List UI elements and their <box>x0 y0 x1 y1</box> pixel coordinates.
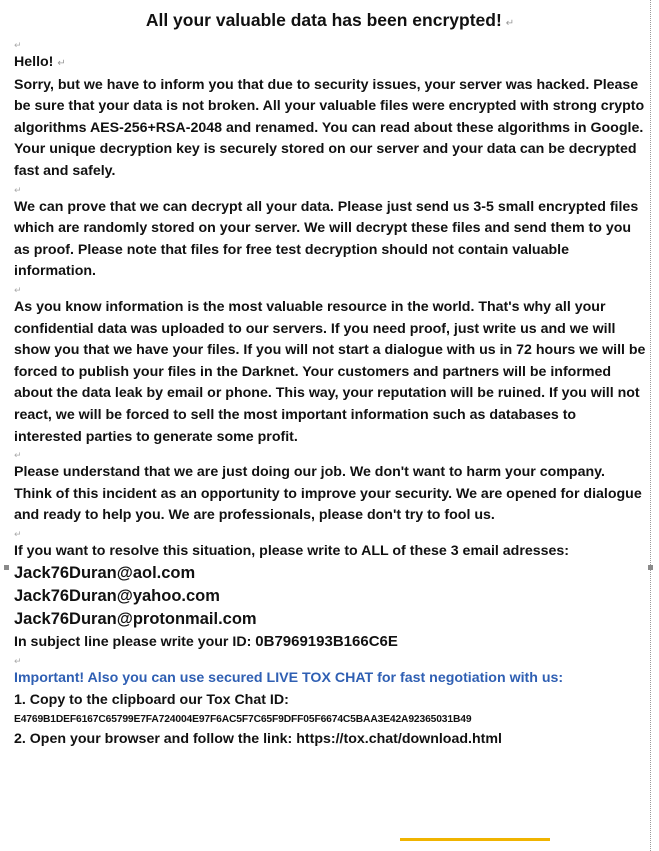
page-title: All your valuable data has been encrypted! ↵ <box>145 10 515 30</box>
resize-handle-left[interactable] <box>4 565 9 570</box>
tox-chat-id[interactable]: E4769B1DEF6167C65799E7FA724004E97F6AC5F7C65F9DFF05F6674C5BAA3E42A92365031B49 <box>14 714 472 726</box>
resize-handle-right[interactable] <box>648 565 653 570</box>
paragraph-4: Please understand that we are just doing our job. We don't want to harm your company. Think of this incident as an opportunity to improve your security. We are opened for dialogue and ready to help you. We are professionals, please don't try to fool us. <box>14 464 642 524</box>
email-address-3[interactable]: Jack76Duran@protonmail.com <box>14 610 257 629</box>
greeting-text: Hello! <box>14 54 54 70</box>
paragraph-1: Sorry, but we have to inform you that due to security issues, your server was hacked. Please be sure that your data is not broken. All your valuable files were encrypted with strong crypto algorithms AES-256+RSA-2048 and renamed. You can read about these algorithms in Google. Your unique decryption key is securely stored on our server and your data can be decrypted fast and safely. <box>14 76 645 179</box>
tox-step-2-text: 2. Open your browser and follow the link: <box>14 731 293 748</box>
tox-step-2 <box>14 729 646 751</box>
victim-id[interactable]: 0B7969193B166C6E <box>255 633 398 651</box>
subject-label: In subject line please write your ID: <box>14 634 252 651</box>
subject-line <box>14 631 646 654</box>
paragraph-2: We can prove that we can decrypt all your data. Please just send us 3-5 small encrypted files which are randomly stored on your server. We will decrypt these files and send them to you as proof. Please note that files for free test decryption should not contain valuable information. <box>14 198 639 280</box>
tox-step-1: 1. Copy to the clipboard our Tox Chat ID: <box>14 691 289 708</box>
page-margin-line <box>650 0 651 851</box>
email-instruction: If you want to resolve this situation, please write to ALL of these 3 email adresses: <box>14 542 570 559</box>
tox-intro: Important! Also you can use secured LIVE TOX CHAT for fast negotiation with us: <box>14 670 564 687</box>
tox-download-link[interactable]: https://tox.chat/download.html <box>296 731 502 748</box>
email-address-1[interactable]: Jack76Duran@aol.com <box>14 564 196 583</box>
highlight-underline <box>400 838 550 841</box>
document-body: All your valuable data has been encrypted! ↵ ↵ Hello! ↵ Sorry, but we have to inform you that due to security issues, your server was hacked. Please be sure that your data is not broken. All your valuable files were encrypted with strong crypto algorithms AES-256+RSA-2048 and renamed. You can read about these algorithms in Google. Your unique decryption key is securely stored on our server and your data can be decrypted fast and safely. ↵ We can prove that we can decrypt all your data. Please just send us 3-5 small encrypted files which are randomly stored on your server. We will decrypt these files and send them to you as proof. Please note that files for free test decryption should not contain valuable information. ↵ As you know information is the most valuable resource in the world. That's why all your confidential data was uploaded to our servers. If you need proof, just write us and we will show you that we have your files. If you will not start a dialogue with us in 72 hours we will be forced to publish your files in the Darknet. Your customers and partners will be informed about the data leak by email or phone. This way, your reputation will be ruined. If you will not react, we will be forced to sell the most important information such as databases to interested parties to generate some profit. ↵ Please understand that we are just doing our job. We don't want to harm your company. Think of this incident as an opportunity to improve your security. We are opened for dialogue and ready to help you. We are professionals, please don't try to fool us. ↵ If you want to resolve this situation, please write to ALL of these 3 email adresses: Jack76Duran@aol.com Jack76Duran@yahoo.com Jack76Duran@protonmail.com In subject line please write your ID: 0B7969193B166C6E ↵ Important! Also you can use secured LIVE TOX CHAT for fast negotiation with us: 1. Copy to the clipboard our Tox Chat ID: E4769B1DEF6167C65799E7FA724004E97F6AC5F7C65F9DFF05F6674C5BAA3E42A92365031B49 2. Open your browser and follow the link: https://tox.chat/download.html <box>14 0 646 751</box>
greeting: Hello! ↵ <box>14 54 66 70</box>
paragraph-3: As you know information is the most valuable resource in the world. That's why all your confidential data was uploaded to our servers. If you need proof, just write us and we will show you that we have your files. If you will not start a dialogue with us in 72 hours we will be forced to publish your files in the Darknet. Your customers and partners will be informed about the data leak by email or phone. This way, your reputation will be ruined. If you will not react, we will be forced to sell the most important information such as databases to interested parties to generate some profit. <box>14 298 646 445</box>
email-address-2[interactable]: Jack76Duran@yahoo.com <box>14 587 220 606</box>
